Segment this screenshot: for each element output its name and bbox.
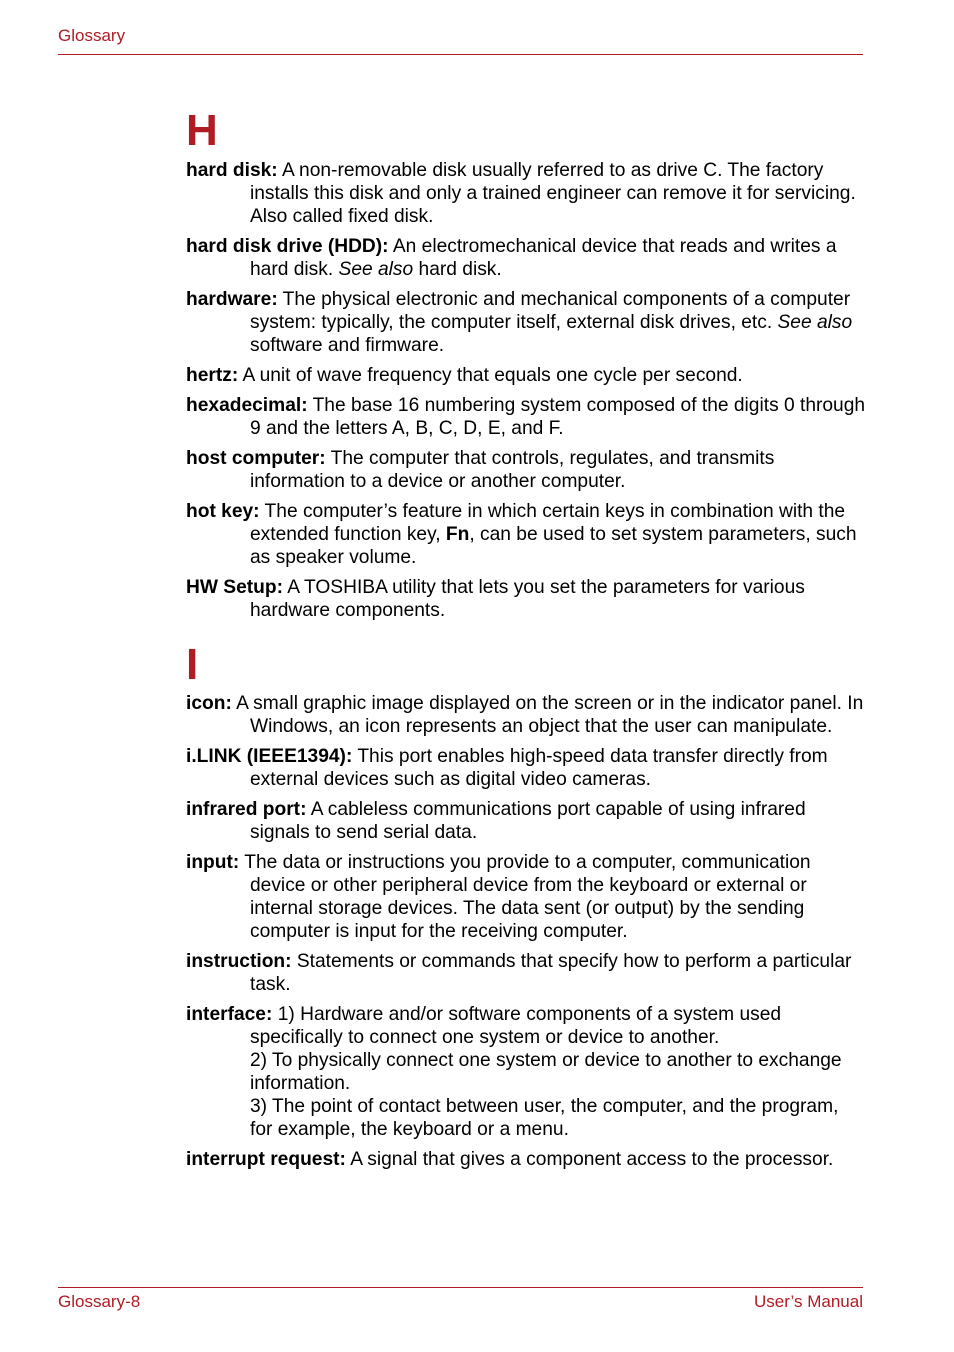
entry-term: HW Setup: — [186, 577, 283, 598]
entry-term: hot key: — [186, 501, 260, 522]
entry-definition: A small graphic image displayed on the screen or in the indicator panel. In Windows, an icon represents an object that the user can manipulate. — [231, 693, 864, 737]
entry-term: hertz: — [186, 365, 239, 386]
entry-definition: Statements or commands that specify how to perform a particular task. — [250, 951, 852, 995]
glossary-entry-interface — [186, 1003, 866, 1141]
entry-term: instruction: — [186, 951, 292, 972]
entry-definition: A non-removable disk usually referred to as drive C. The factory installs this disk and only a trained engineer can remove it for servicing. Also called fixed disk. — [250, 160, 856, 227]
section-h-entries — [186, 159, 866, 629]
entry-definition: The computer that controls, regulates, and transmits information to a device or another computer. — [250, 448, 775, 492]
entry-term: interface: — [186, 1004, 273, 1025]
footer-page-number: Glossary-8 — [58, 1292, 141, 1311]
header-rule — [58, 54, 863, 55]
entry-definition: 1) Hardware and/or software components of a system used specifically to connect one system or device to another. — [250, 1004, 782, 1048]
glossary-entry-instruction — [186, 950, 866, 996]
glossary-entry-ilink — [186, 745, 866, 791]
footer-manual-title: User’s Manual — [754, 1292, 863, 1311]
key-name: Fn — [445, 524, 470, 545]
glossary-entry-interrupt-request — [186, 1148, 866, 1171]
entry-definition: The base 16 numbering system composed of the digits 0 through 9 and the letters A, B, C, D, E, and F. — [250, 395, 866, 439]
glossary-entry-hw-setup — [186, 576, 866, 622]
section-letter-h: H — [186, 106, 218, 155]
section-letter-i: I — [186, 640, 199, 689]
entry-definition: A unit of wave frequency that equals one cycle per second. — [238, 365, 743, 386]
entry-definition: A cableless communications port capable of using infrared signals to send serial data. — [250, 799, 806, 843]
section-i-entries — [186, 692, 866, 1178]
entry-definition: The data or instructions you provide to a computer, communication device or other peripheral device from the keyboard or external or internal storage devices. The data sent (or output) by the sending computer is input for the receiving computer. — [239, 852, 811, 942]
entry-term: hexadecimal: — [186, 395, 308, 416]
glossary-entry-host-computer — [186, 447, 866, 493]
entry-term: infrared port: — [186, 799, 307, 820]
glossary-entry-infrared-port — [186, 798, 866, 844]
entry-term: hard disk: — [186, 160, 278, 181]
entry-term: hard disk drive (HDD): — [186, 236, 389, 257]
glossary-entry-hexadecimal — [186, 394, 866, 440]
entry-definition-continued: , can be used to set system parameters, such as speaker volume. — [250, 524, 857, 568]
entry-term: hardware: — [186, 289, 278, 310]
see-also-target: hard disk. — [413, 259, 502, 280]
footer-rule — [58, 1287, 863, 1288]
glossary-entry-hardware — [186, 288, 866, 357]
entry-term: interrupt request: — [186, 1149, 346, 1170]
entry-term: i.LINK (IEEE1394): — [186, 746, 353, 767]
see-also-label: See also — [777, 312, 853, 333]
see-also-target: software and firmware. — [250, 335, 445, 356]
glossary-entry-hdd — [186, 235, 866, 281]
entry-term: icon: — [186, 693, 232, 714]
glossary-entry-input — [186, 851, 866, 943]
entry-definition: The physical electronic and mechanical components of a computer system: typically, the computer itself, external disk drives, etc. — [250, 289, 851, 333]
entry-definition: A signal that gives a component access to the processor. — [345, 1149, 834, 1170]
entry-definition: A TOSHIBA utility that lets you set the parameters for various hardware components. — [250, 577, 805, 621]
glossary-entry-hard-disk — [186, 159, 866, 228]
entry-definition-item-2: 2) To physically connect one system or device to another to exchange information. — [250, 1050, 842, 1094]
entry-term: input: — [186, 852, 240, 873]
entry-term: host computer: — [186, 448, 326, 469]
entry-definition-item-3: 3) The point of contact between user, the computer, and the program, for example, the keyboard or a menu. — [250, 1096, 839, 1140]
entry-definition: This port enables high-speed data transfer directly from external devices such as digital video cameras. — [250, 746, 828, 790]
entry-definition: The computer’s feature in which certain keys in combination with the extended function key, — [250, 501, 846, 545]
running-header-label: Glossary — [58, 26, 126, 45]
glossary-entry-hot-key — [186, 500, 866, 569]
see-also-label: See also — [338, 259, 414, 280]
entry-definition: An electromechanical device that reads and writes a hard disk. — [250, 236, 837, 280]
glossary-entry-hertz — [186, 364, 866, 387]
glossary-entry-icon — [186, 692, 866, 738]
